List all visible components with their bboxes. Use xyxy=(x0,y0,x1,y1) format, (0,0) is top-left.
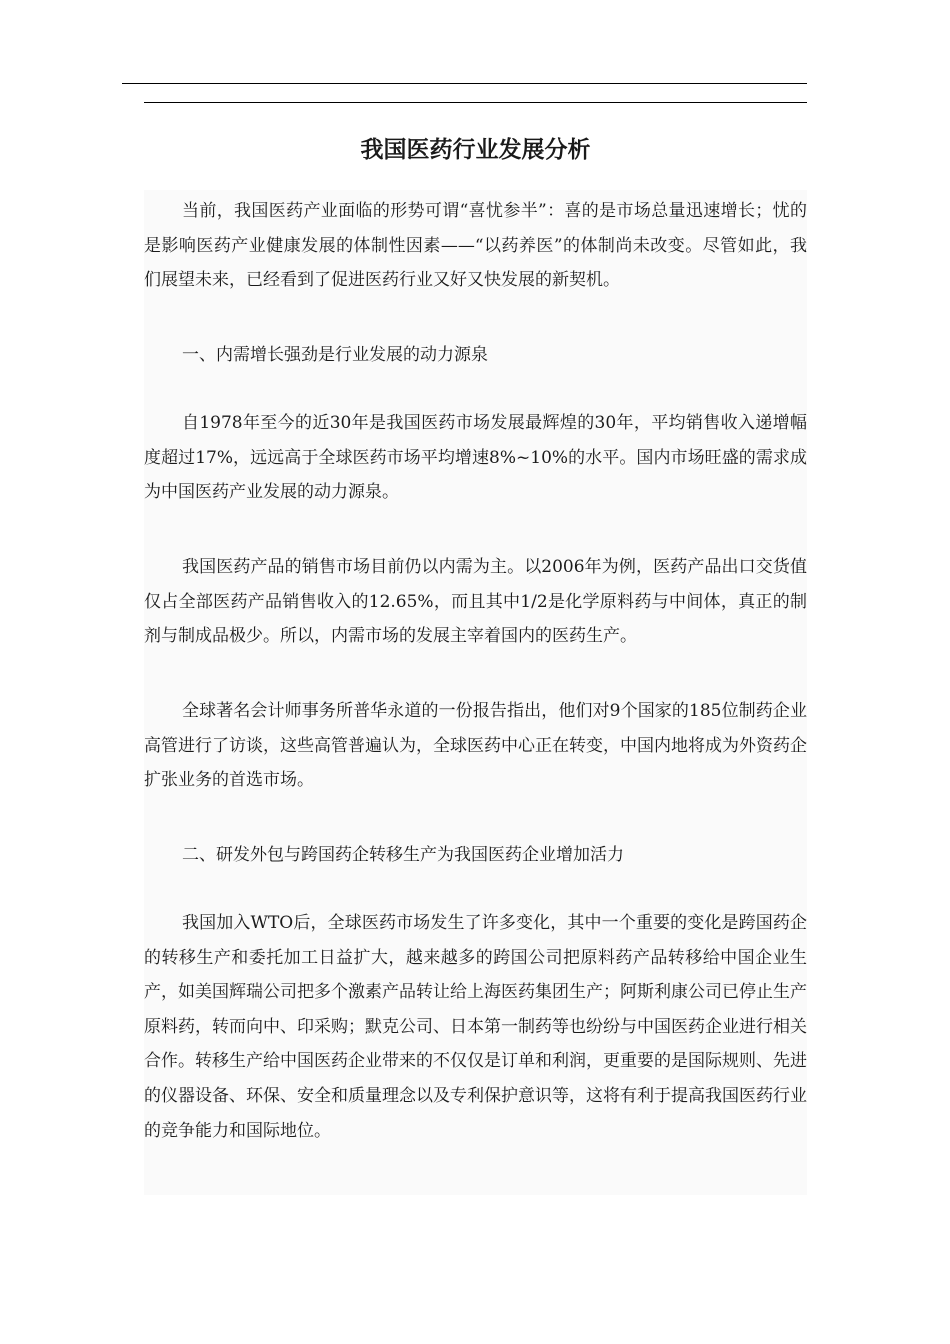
section-heading-2: 二、研发外包与跨国药企转移生产为我国医药企业增加活力 xyxy=(182,845,624,865)
paragraph-intro: 当前，我国医药产业面临的形势可谓“喜忧参半”：喜的是市场总量迅速增长；忧的是影响医药产业健康发展的体制性因素——“以药养医”的体制尚未改变。尽管如此，我们展望未来，已经看到了促进医药行业又好又快发展的新契机。 xyxy=(144,201,807,291)
section-heading-1: 一、内需增长强劲是行业发展的动力源泉 xyxy=(182,345,488,365)
paragraph-market-growth: 自1978年至今的近30年是我国医药市场发展最辉煌的30年，平均销售收入递增幅度超过17%，远远高于全球医药市场平均增速8%~10%的水平。国内市场旺盛的需求成为中国医药产业发展的动力源泉。 xyxy=(144,413,807,503)
document-title: 我国医药行业发展分析 xyxy=(360,137,591,163)
header-rule-top xyxy=(122,83,807,84)
header-rule-bottom xyxy=(144,102,807,103)
paragraph-wto-transfer: 我国加入WTO后，全球医药市场发生了许多变化，其中一个重要的变化是跨国药企的转移生产和委托加工日益扩大，越来越多的跨国公司把原料药产品转移给中国企业生产，如美国辉瑞公司把多个激素产品转让给上海医药集团生产；阿斯利康公司已停止生产原料药，转而向中、印采购；默克公司、日本第一制药等也纷纷与中国医药企业进行相关合作。转移生产给中国医药企业带来的不仅仅是订单和利润，更重要的是国际规则、先进的仪器设备、环保、安全和质量理念以及专利保护意识等，这将有利于提高我国医药行业的竞争能力和国际地位。 xyxy=(144,913,807,1141)
paragraph-domestic-demand: 我国医药产品的销售市场目前仍以内需为主。以2006年为例，医药产品出口交货值仅占全部医药产品销售收入的12.65%，而且其中1/2是化学原料药与中间体，真正的制剂与制成品极少。所以，内需市场的发展主宰着国内的医药生产。 xyxy=(144,557,807,647)
paragraph-pwc-report: 全球著名会计师事务所普华永道的一份报告指出，他们对9个国家的185位制药企业高管进行了访谈，这些高管普遍认为，全球医药中心正在转变，中国内地将成为外资药企扩张业务的首选市场。 xyxy=(144,701,807,791)
